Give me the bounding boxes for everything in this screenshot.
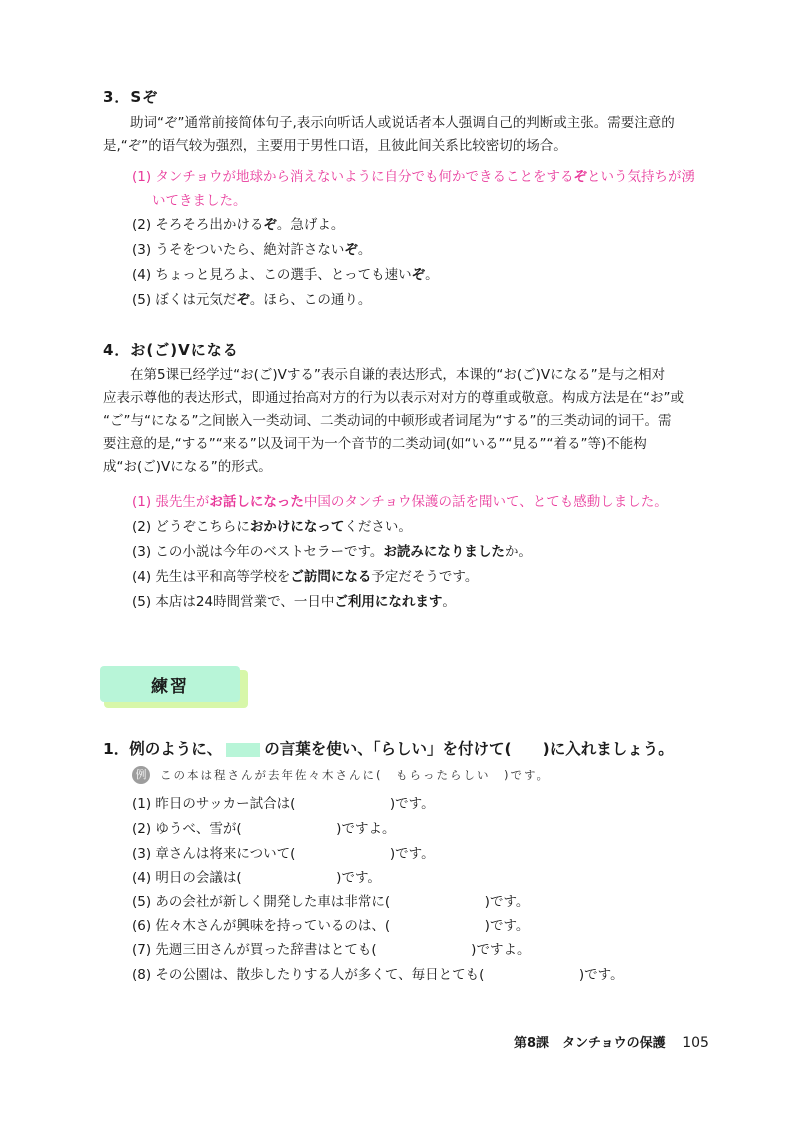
section-3-example-1: (1) タンチョウが地球から消えないように自分でも何かできることをするぞという気持ちが湧 <box>132 169 696 185</box>
section-3-paragraph: 助词“ぞ”通常前接简体句子,表示向听话人或说话者本人强调自己的判断或主张。需要注意的 是,“ぞ”的语气较为强烈，主要用于男性口语，且彼此间关系比较密切的场合。 <box>103 115 675 154</box>
section-4-example-3: (3) この小説は今年のベストセラーです。お読みになりましたか。 <box>132 544 532 560</box>
footer-lesson: 第8課 タンチョウの保護 <box>514 1036 666 1051</box>
exercise-item-5: (5) あの会社が新しく開発した車は非常に( )です。 <box>132 894 530 910</box>
example-sentence: この本は程さんが去年佐々木さんに( もらったらしい )です。 <box>160 768 551 782</box>
exercise-item-2: (2) ゆうべ、雪が( )ですよ。 <box>132 821 396 837</box>
vocabulary-box <box>226 743 260 757</box>
exercise-item-3: (3) 章さんは将来について( )です。 <box>132 846 435 862</box>
section-3-example-3: (3) うそをついたら、絶対許さないぞ。 <box>132 242 372 258</box>
section-4-title: 4．お(ご)Ⅴになる <box>103 341 239 359</box>
example-line <box>132 766 550 784</box>
exercise-item-6: (6) 佐々木さんが興味を持っているのは、( )です。 <box>132 918 530 934</box>
section-3-example-5: (5) ぼくは元気だぞ。ほら、この通り。 <box>132 292 372 308</box>
section-4-example-5: (5) 本店は24時間営業で、一日中ご利用になれます。 <box>132 594 456 610</box>
section-3-example-1-cont: いてきました。 <box>152 193 247 209</box>
practice-banner: 練習 <box>100 666 240 702</box>
exercise-item-1: (1) 昨日のサッカー試合は( )です。 <box>132 796 435 812</box>
example-badge: 例 <box>132 766 150 784</box>
section-4-paragraph: 在第5课已经学过“お(ご)Ⅴする”表示自谦的表达形式，本课的“お(ご)Ⅴになる”是与之相对 应表示尊他的表达形式，即通过抬高对方的行为以表示对对方的尊重或敬意。构成方法是在“お”或 “ご”与“になる”之间嵌入一类动词、二类动词的中顿形或者词尾为“する”的三类动词的词干。需 要注意的是,“する”“来る”以及词干为一个音节的二类动词(如“いる”“見る”“着る”等)不能构 成“お(ご)Ⅴになる”的形式。 <box>103 367 684 475</box>
page-footer <box>514 1032 709 1051</box>
section-4-example-4: (4) 先生は平和高等学校をご訪問になる予定だそうです。 <box>132 569 479 585</box>
page-number: 105 <box>682 1035 709 1051</box>
section-3-example-4: (4) ちょっと見ろよ、この選手、とっても速いぞ。 <box>132 267 439 283</box>
exercise-item-8: (8) その公園は、散歩したりする人が多くて、毎日とても( )です。 <box>132 967 624 983</box>
exercise-item-7: (7) 先週三田さんが買った辞書はとても( )ですよ。 <box>132 942 531 958</box>
section-3-example-2: (2) そろそろ出かけるぞ。急げよ。 <box>132 217 345 233</box>
section-4-example-1: (1) 張先生がお話しになった中国のタンチョウ保護の話を聞いて、とても感動しました。 <box>132 494 668 510</box>
exercise-item-4: (4) 明日の会議は( )です。 <box>132 870 381 886</box>
section-3-title: 3．Sぞ <box>103 88 159 106</box>
exercise-1-instruction: 1．例のように、 の言葉を使い、「らしい」を付けて( )に入れましょう。 <box>103 740 674 758</box>
section-4-example-2: (2) どうぞこちらにおかけになってください。 <box>132 519 412 535</box>
